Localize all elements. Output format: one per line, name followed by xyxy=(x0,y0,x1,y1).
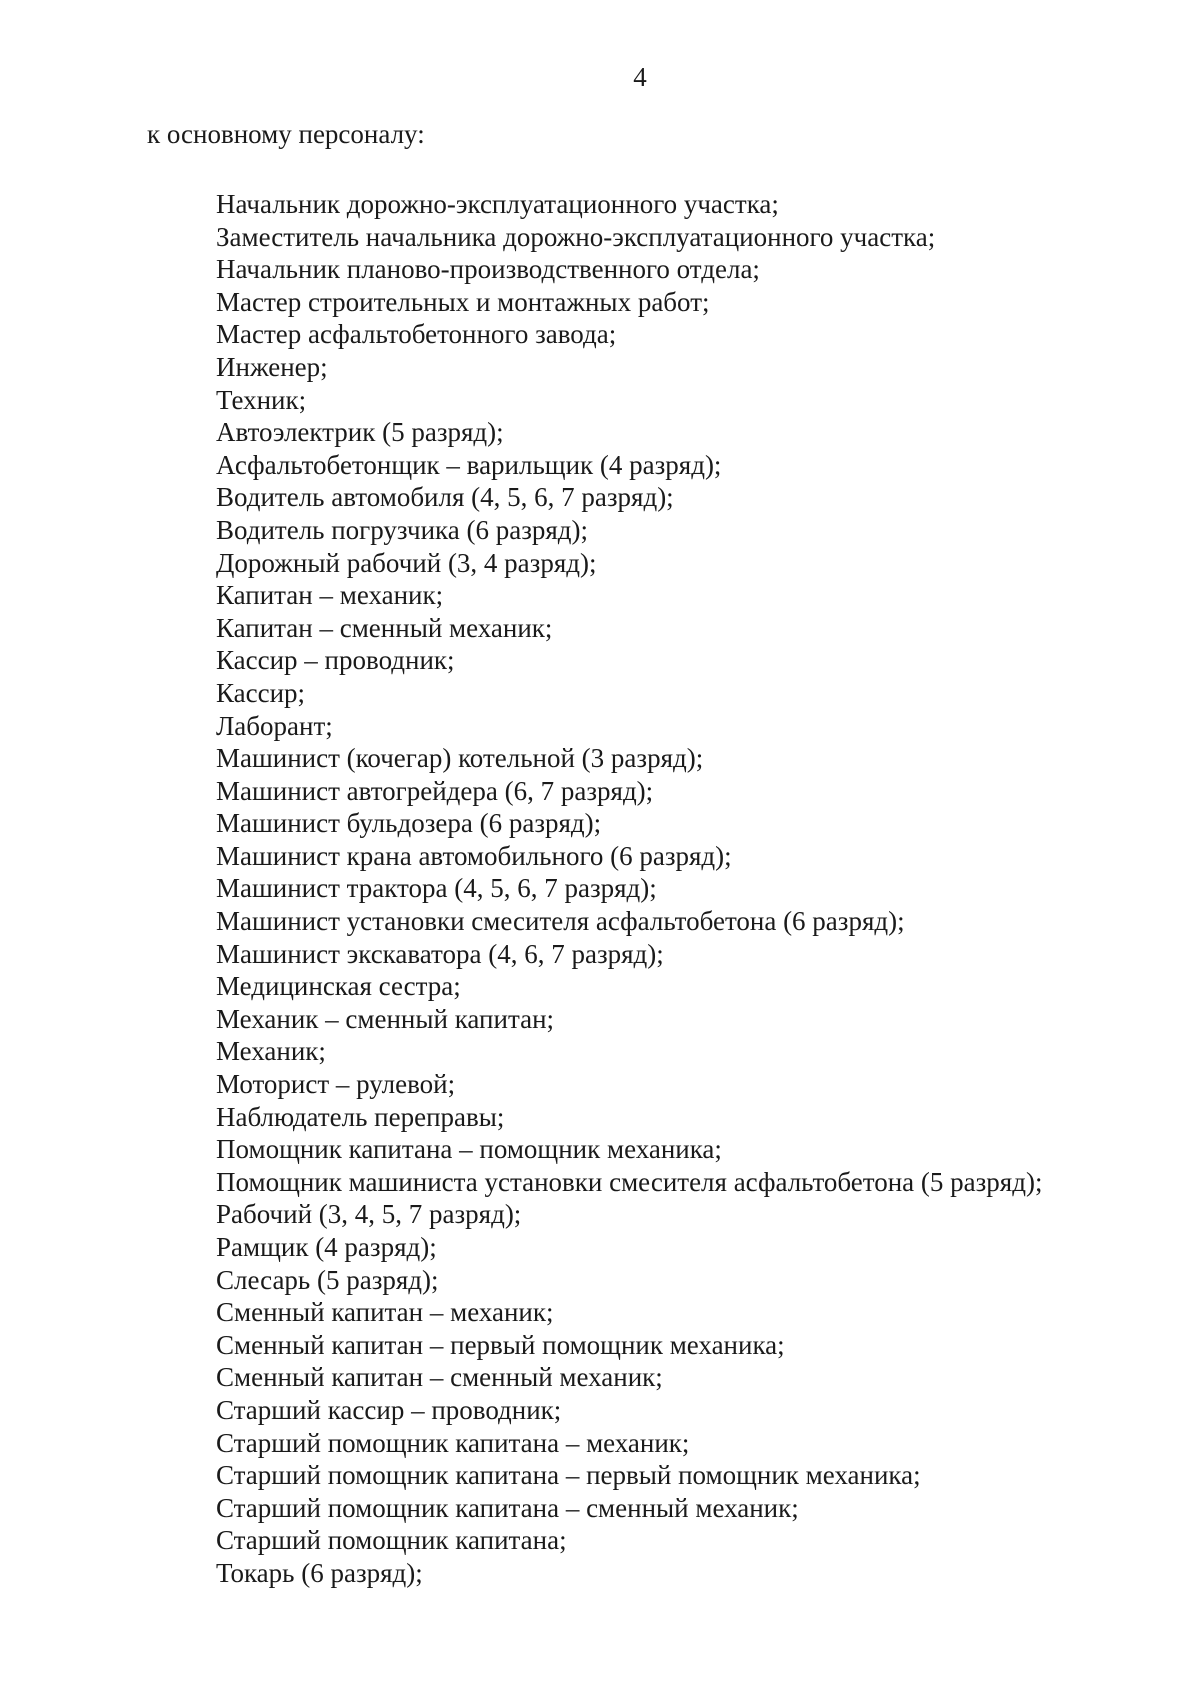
list-item: Старший помощник капитана – первый помощник механика; xyxy=(216,1460,921,1491)
list-item: Сменный капитан – первый помощник механика; xyxy=(216,1329,785,1360)
list-item: Мастер асфальтобетонного завода; xyxy=(216,319,617,350)
list-item: Моторист – рулевой; xyxy=(216,1069,456,1100)
list-item: Начальник дорожно-эксплуатационного участка; xyxy=(216,189,779,219)
list-item: Машинист экскаватора (4, 6, 7 разряд); xyxy=(216,938,664,969)
list-item: Машинист трактора (4, 5, 6, 7 разряд); xyxy=(216,873,657,904)
list-item: Сменный капитан – сменный механик; xyxy=(216,1362,663,1393)
list-item: Помощник капитана – помощник механика; xyxy=(216,1134,722,1165)
list-item: Дорожный рабочий (3, 4 разряд); xyxy=(216,547,597,578)
list-item: Старший кассир – проводник; xyxy=(216,1394,562,1425)
list-item: Машинист автогрейдера (6, 7 разряд); xyxy=(216,775,654,806)
list-item: Токарь (6 разряд); xyxy=(216,1557,423,1588)
list-item: Рабочий (3, 4, 5, 7 разряд); xyxy=(216,1199,522,1230)
page-number: 4 xyxy=(633,62,647,92)
list-item: Лаборант; xyxy=(216,710,333,741)
list-item: Асфальтобетонщик – варильщик (4 разряд); xyxy=(216,449,722,480)
list-item: Машинист бульдозера (6 разряд); xyxy=(216,808,602,839)
list-item: Медицинская сестра; xyxy=(216,971,461,1002)
list-intro: к основному персоналу: xyxy=(147,119,425,149)
position-list xyxy=(216,188,1042,1590)
list-item: Капитан – механик; xyxy=(216,580,444,611)
list-item: Машинист установки смесителя асфальтобетона (6 разряд); xyxy=(216,906,905,937)
list-item: Заместитель начальника дорожно-эксплуатационного участка; xyxy=(216,221,936,252)
list-item: Помощник машиниста установки смесителя асфальтобетона (5 разряд); xyxy=(216,1166,1043,1197)
list-item: Старший помощник капитана – механик; xyxy=(216,1427,690,1458)
list-item: Старший помощник капитана; xyxy=(216,1525,567,1556)
list-item: Автоэлектрик (5 разряд); xyxy=(216,417,504,448)
list-item: Кассир; xyxy=(216,677,306,708)
list-item: Водитель погрузчика (6 разряд); xyxy=(216,514,589,545)
list-item: Машинист крана автомобильного (6 разряд); xyxy=(216,840,732,871)
list-item: Начальник планово-производственного отдела; xyxy=(216,254,760,285)
list-item: Наблюдатель переправы; xyxy=(216,1101,505,1132)
list-item: Сменный капитан – механик; xyxy=(216,1297,554,1328)
list-item: Капитан – сменный механик; xyxy=(216,612,553,643)
list-item: Слесарь (5 разряд); xyxy=(216,1264,439,1295)
list-item: Мастер строительных и монтажных работ; xyxy=(216,286,710,317)
list-item: Машинист (кочегар) котельной (3 разряд); xyxy=(216,743,704,774)
list-item: Механик; xyxy=(216,1036,326,1067)
list-item: Техник; xyxy=(216,384,307,415)
list-item: Инженер; xyxy=(216,351,328,382)
list-item: Кассир – проводник; xyxy=(216,645,455,676)
list-item: Механик – сменный капитан; xyxy=(216,1003,555,1034)
list-item: Старший помощник капитана – сменный механик; xyxy=(216,1492,799,1523)
list-item: Водитель автомобиля (4, 5, 6, 7 разряд); xyxy=(216,482,674,513)
list-item: Рамщик (4 разряд); xyxy=(216,1232,437,1262)
